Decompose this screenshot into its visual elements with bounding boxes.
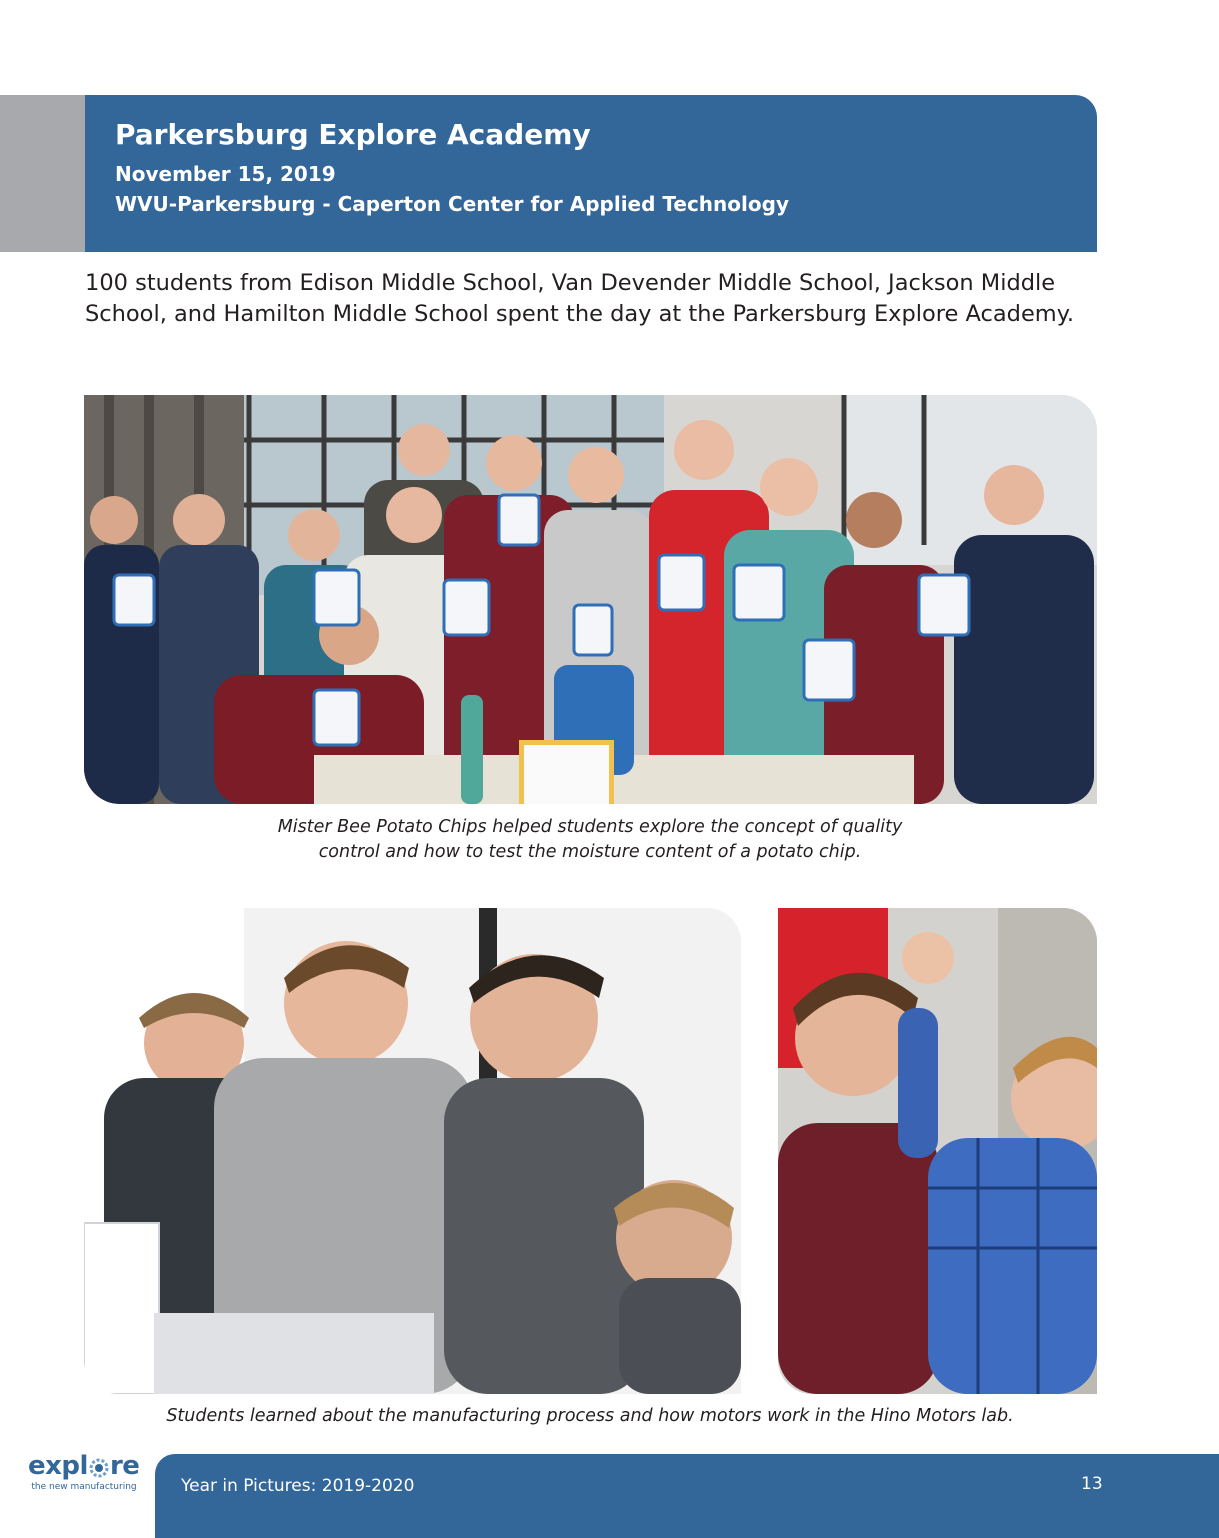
logo-tagline: the new manufacturing [31,1482,137,1492]
gray-side-tab [0,95,85,252]
lab-photo-left [84,908,741,1394]
gear-icon [89,1456,109,1476]
photo-1-caption-line1: Mister Bee Potato Chips helped students explore the concept of quality [277,817,903,837]
footer-bar [155,1454,1219,1538]
intro-paragraph: 100 students from Edison Middle School, Van Devender Middle School, Jackson Middle School, and Hamilton Middle School spent the day at the Parkersburg Explore Academy. [85,270,1074,327]
event-date: November 15, 2019 [115,162,336,186]
logo-wordmark [28,1452,148,1480]
event-location: WVU-Parkersburg - Caperton Center for Applied Technology [115,192,789,216]
logo-word-start: expl [28,1451,88,1481]
photo-2-3-caption: Students learned about the manufacturing process and how motors work in the Hino Motors lab. [166,1406,1014,1426]
footer-title: Year in Pictures: 2019-2020 [181,1476,415,1496]
header-banner [85,95,1097,252]
logo-word-end: re [109,1451,140,1481]
group-photo [84,395,1097,804]
page-number: 13 [1081,1474,1103,1494]
lab-photo-right [778,908,1097,1394]
photo-1-caption [150,815,1030,865]
page-title: Parkersburg Explore Academy [115,118,591,151]
photo-1-caption-line2: control and how to test the moisture content of a potato chip. [318,842,862,862]
explore-logo [28,1452,148,1512]
